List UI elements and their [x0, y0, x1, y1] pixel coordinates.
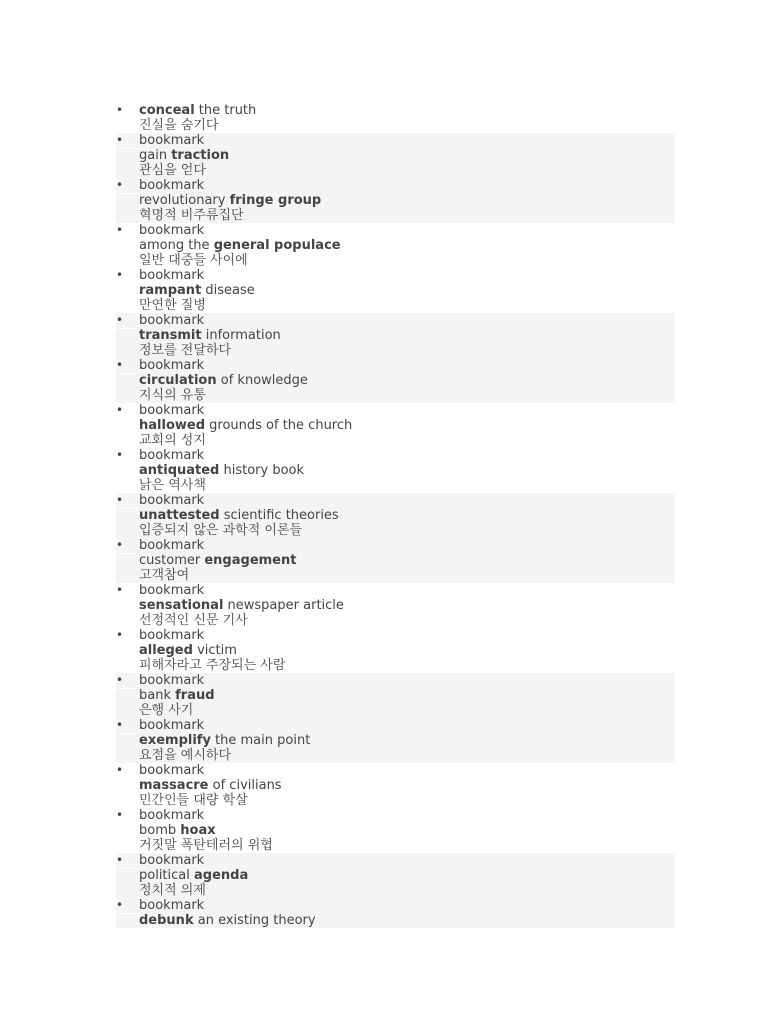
translation-text: 정보를 전달하다: [139, 343, 232, 358]
bullet-icon: •: [116, 763, 124, 777]
translation-text: 혁명적 비주류집단: [139, 208, 244, 223]
bookmark-link[interactable]: bookmark: [139, 898, 205, 913]
translation-text: 일반 대중들 사이에: [139, 253, 248, 268]
list-item: [116, 448, 675, 493]
translation-text: 고객참여: [139, 568, 190, 583]
bullet-icon: •: [116, 898, 124, 912]
phrase-suffix: information: [201, 328, 281, 343]
phrase-suffix: scientific theories: [219, 508, 339, 523]
vocab-phrase: [139, 868, 675, 883]
bookmark-link[interactable]: bookmark: [139, 538, 205, 553]
vocab-term: debunk: [139, 913, 194, 928]
bullet-icon: •: [116, 268, 124, 282]
vocab-term: hallowed: [139, 418, 206, 433]
vocab-phrase: [139, 913, 675, 928]
phrase-suffix: of civilians: [208, 778, 282, 793]
bookmark-link[interactable]: bookmark: [139, 763, 205, 778]
vocab-term: transmit: [139, 328, 202, 343]
vocab-phrase: [139, 823, 675, 838]
list-item: [116, 583, 675, 628]
list-item: [116, 673, 675, 718]
bullet-icon: •: [116, 103, 124, 117]
vocab-term: fringe group: [229, 193, 322, 208]
translation-text: 피해자라고 주장되는 사람: [139, 658, 286, 673]
bullet-icon: •: [116, 223, 124, 237]
bullet-icon: •: [116, 178, 124, 192]
list-item: [116, 718, 675, 763]
vocabulary-list: [116, 103, 675, 928]
vocab-term: alleged: [139, 643, 193, 658]
vocab-term: massacre: [139, 778, 209, 793]
bullet-icon: •: [116, 403, 124, 417]
phrase-prefix: gain: [139, 148, 172, 163]
vocab-phrase: [139, 283, 675, 298]
bullet-icon: •: [116, 673, 124, 687]
bookmark-link[interactable]: bookmark: [139, 493, 205, 508]
translation-text: 지식의 유통: [139, 388, 206, 403]
bullet-icon: •: [116, 538, 124, 552]
bullet-icon: •: [116, 853, 124, 867]
bullet-icon: •: [116, 628, 124, 642]
list-item: [116, 133, 675, 178]
translation-text: 은행 사기: [139, 703, 194, 718]
bullet-icon: •: [116, 583, 124, 597]
bookmark-link[interactable]: bookmark: [139, 313, 205, 328]
list-item: [116, 493, 675, 538]
translation-text: 관심을 얻다: [139, 163, 206, 178]
bookmark-link[interactable]: bookmark: [139, 628, 205, 643]
phrase-prefix: revolutionary: [139, 193, 230, 208]
bookmark-link[interactable]: bookmark: [139, 583, 205, 598]
vocab-term: circulation: [139, 373, 217, 388]
vocab-phrase: [139, 778, 675, 793]
bookmark-link[interactable]: bookmark: [139, 718, 205, 733]
vocab-term: agenda: [194, 868, 249, 883]
bookmark-link[interactable]: bookmark: [139, 808, 205, 823]
list-item: [116, 223, 675, 268]
phrase-suffix: newspaper article: [223, 598, 344, 613]
vocab-phrase: [139, 643, 675, 658]
phrase-prefix: bank: [139, 688, 176, 703]
list-item: [116, 103, 675, 133]
list-item: [116, 403, 675, 448]
translation-text: 진실을 숨기다: [139, 118, 219, 133]
vocab-phrase: [139, 688, 675, 703]
bullet-icon: •: [116, 358, 124, 372]
list-item: [116, 628, 675, 673]
list-item: [116, 538, 675, 583]
phrase-suffix: the main point: [210, 733, 311, 748]
translation-text: 입증되지 않은 과학적 이론들: [139, 523, 303, 538]
bookmark-link[interactable]: bookmark: [139, 268, 205, 283]
vocab-phrase: [139, 103, 675, 118]
phrase-prefix: among the: [139, 238, 214, 253]
list-item: [116, 268, 675, 313]
vocab-phrase: [139, 238, 675, 253]
vocab-term: fraud: [175, 688, 215, 703]
vocab-phrase: [139, 463, 675, 478]
bookmark-link[interactable]: bookmark: [139, 358, 205, 373]
bookmark-link[interactable]: bookmark: [139, 223, 205, 238]
phrase-suffix: victim: [192, 643, 237, 658]
translation-text: 요점을 예시하다: [139, 748, 232, 763]
vocab-term: engagement: [204, 553, 297, 568]
vocab-term: hoax: [180, 823, 216, 838]
phrase-prefix: political: [139, 868, 194, 883]
vocab-term: antiquated: [139, 463, 220, 478]
vocab-phrase: [139, 733, 675, 748]
list-item: [116, 898, 675, 928]
phrase-suffix: of knowledge: [216, 373, 308, 388]
translation-text: 거짓말 폭탄테러의 위협: [139, 838, 273, 853]
bookmark-link[interactable]: bookmark: [139, 673, 205, 688]
vocab-term: sensational: [139, 598, 224, 613]
bookmark-link[interactable]: bookmark: [139, 403, 205, 418]
bookmark-link[interactable]: bookmark: [139, 448, 205, 463]
list-item: [116, 358, 675, 403]
vocab-phrase: [139, 193, 675, 208]
bookmark-link[interactable]: bookmark: [139, 178, 205, 193]
list-item: [116, 178, 675, 223]
vocab-term: rampant: [139, 283, 202, 298]
vocab-phrase: [139, 418, 675, 433]
vocab-phrase: [139, 598, 675, 613]
bullet-icon: •: [116, 313, 124, 327]
bookmark-link[interactable]: bookmark: [139, 853, 205, 868]
bullet-icon: •: [116, 808, 124, 822]
phrase-suffix: an existing theory: [193, 913, 316, 928]
translation-text: 만연한 질병: [139, 298, 206, 313]
translation-text: 낡은 역사책: [139, 478, 206, 493]
list-item: [116, 853, 675, 898]
phrase-suffix: history book: [219, 463, 305, 478]
vocab-term: exemplify: [139, 733, 211, 748]
vocab-term: general populace: [213, 238, 341, 253]
vocab-phrase: [139, 553, 675, 568]
translation-text: 선정적인 신문 기사: [139, 613, 248, 628]
translation-text: 민간인들 대량 학살: [139, 793, 248, 808]
bullet-icon: •: [116, 448, 124, 462]
phrase-suffix: the truth: [194, 103, 257, 118]
phrase-suffix: grounds of the church: [205, 418, 353, 433]
phrase-prefix: bomb: [139, 823, 181, 838]
vocab-term: unattested: [139, 508, 220, 523]
phrase-suffix: disease: [201, 283, 255, 298]
translation-text: 교회의 성지: [139, 433, 206, 448]
list-item: [116, 808, 675, 853]
bullet-icon: •: [116, 133, 124, 147]
bookmark-link[interactable]: bookmark: [139, 133, 205, 148]
vocab-term: traction: [171, 148, 230, 163]
vocab-phrase: [139, 328, 675, 343]
bullet-icon: •: [116, 493, 124, 507]
translation-text: 정치적 의제: [139, 883, 206, 898]
list-item: [116, 763, 675, 808]
vocab-phrase: [139, 373, 675, 388]
list-item: [116, 313, 675, 358]
vocab-phrase: [139, 508, 675, 523]
vocab-term: conceal: [139, 103, 195, 118]
bullet-icon: •: [116, 718, 124, 732]
phrase-prefix: customer: [139, 553, 205, 568]
vocab-phrase: [139, 148, 675, 163]
